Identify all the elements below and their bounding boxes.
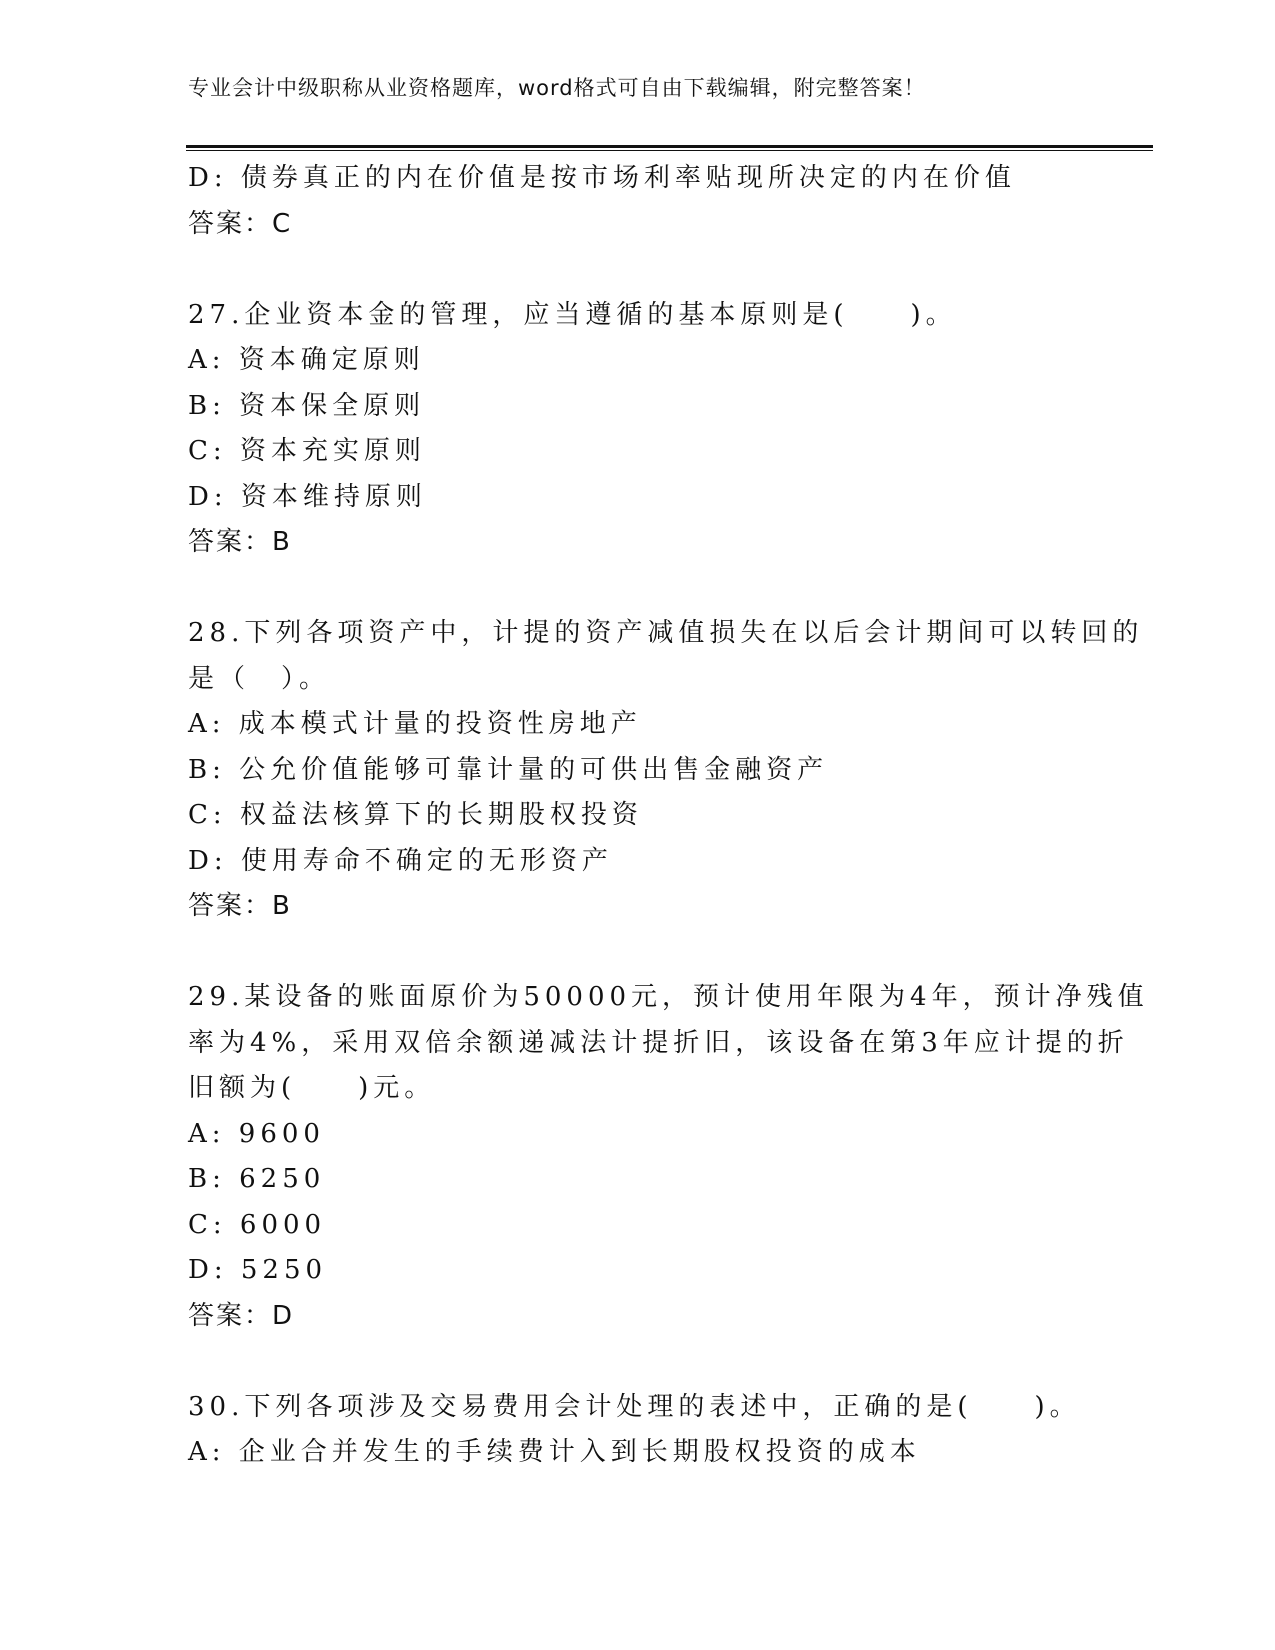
answer: 答案：D bbox=[188, 1300, 295, 1331]
option-c: C: 权益法核算下的长期股权投资 bbox=[188, 800, 643, 830]
option-c: C: 6000 bbox=[188, 1209, 327, 1240]
question-stem: 30.下列各项涉及交易费用会计处理的表述中，正确的是( )。 bbox=[188, 1391, 1081, 1422]
option-d: D: 使用寿命不确定的无形资产 bbox=[188, 845, 613, 876]
question-stem-line-2: 率为4%，采用双倍余额递减法计提折旧，该设备在第3年应计提的折 bbox=[188, 1027, 1129, 1058]
question-29 bbox=[188, 975, 1149, 1339]
answer: 答案：C bbox=[188, 208, 293, 239]
spacer bbox=[188, 247, 1088, 293]
question-30 bbox=[188, 1385, 1088, 1476]
question-stem-line-1: 29.某设备的账面原价为50000元，预计使用年限为4年，预计净残值 bbox=[188, 982, 1149, 1012]
header-rule-thin bbox=[186, 150, 1153, 151]
question-stem: 27.企业资本金的管理，应当遵循的基本原则是( )。 bbox=[188, 299, 957, 330]
spacer bbox=[188, 566, 1088, 612]
page-header: 专业会计中级职称从业资格题库，word格式可自由下载编辑，附完整答案！ bbox=[188, 76, 926, 100]
question-content bbox=[188, 156, 1149, 1476]
prev-question-tail bbox=[188, 156, 1088, 247]
question-stem-line-1: 28.下列各项资产中，计提的资产减值损失在以后会计期间可以转回的 bbox=[188, 618, 1144, 648]
option-b: B: 公允价值能够可靠计量的可供出售金融资产 bbox=[188, 754, 829, 785]
question-27 bbox=[188, 293, 1088, 566]
answer: 答案：B bbox=[188, 527, 292, 557]
spacer bbox=[188, 1339, 1088, 1385]
option-a: A: 9600 bbox=[188, 1118, 325, 1149]
question-stem-line-3: 旧额为( )元。 bbox=[188, 1073, 436, 1103]
option-b: B: 资本保全原则 bbox=[188, 390, 426, 421]
option-a: A: 资本确定原则 bbox=[188, 345, 425, 375]
question-28 bbox=[188, 611, 1144, 930]
option-c: C: 资本充实原则 bbox=[188, 436, 426, 466]
option-d: D: 资本维持原则 bbox=[188, 481, 427, 512]
option-d: D: 5250 bbox=[188, 1255, 328, 1285]
option-b: B: 6250 bbox=[188, 1164, 326, 1194]
spacer bbox=[188, 930, 1088, 976]
header-rule-thick bbox=[186, 145, 1153, 148]
answer: 答案：B bbox=[188, 891, 292, 921]
question-stem-line-2: 是（ ）。 bbox=[188, 663, 331, 694]
option-a: A: 成本模式计量的投资性房地产 bbox=[188, 709, 642, 739]
option-a: A: 企业合并发生的手续费计入到长期股权投资的成本 bbox=[188, 1437, 921, 1467]
option-d: D: 债券真正的内在价值是按市场利率贴现所决定的内在价值 bbox=[188, 163, 1016, 193]
